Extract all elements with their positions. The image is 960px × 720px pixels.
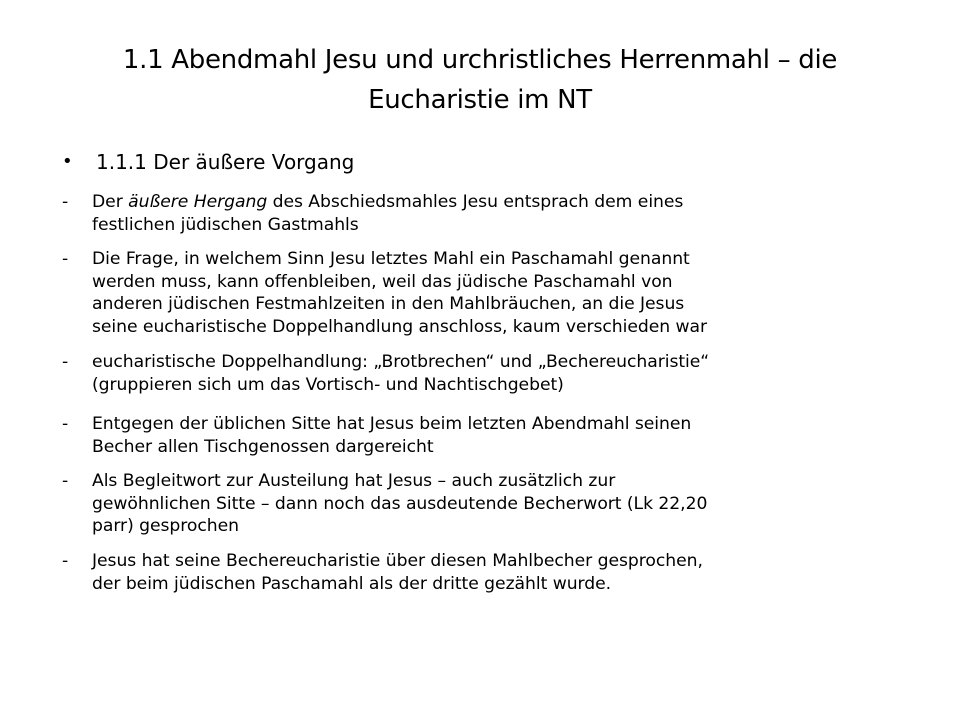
list-item-3 <box>62 351 902 396</box>
list-item-3-line-1: eucharistische Doppelhandlung: „Brotbrechen“ und „Bechereucharistie“ <box>92 352 710 372</box>
bullet-marker: • <box>62 151 73 172</box>
bullet-heading-text: 1.1.1 Der äußere Vorgang <box>96 150 355 174</box>
list-item-6 <box>62 550 902 595</box>
list-item-5-line-2: gewöhnlichen Sitte – dann noch das ausdeutende Becherwort (Lk 22,20 <box>92 493 708 514</box>
list-item-1 <box>62 191 902 236</box>
list-item-1-text-pre: Der <box>92 192 129 212</box>
list-item-4 <box>62 413 902 458</box>
list-item-6-line-1: Jesus hat seine Bechereucharistie über diesen Mahlbecher gesprochen, <box>92 551 703 571</box>
list-item-1-text-post: des Abschiedsmahles Jesu entsprach dem eines <box>267 192 684 212</box>
list-item-2 <box>62 248 902 338</box>
dash-marker: - <box>62 192 69 212</box>
list-item-3-line-2: (gruppieren sich um das Vortisch- und Nachtischgebet) <box>92 374 564 395</box>
slide-title-line-1: 1.1 Abendmahl Jesu und urchristliches Herrenmahl – die <box>122 45 838 75</box>
dash-marker: - <box>62 414 69 434</box>
list-item-4-line-1: Entgegen der üblichen Sitte hat Jesus beim letzten Abendmahl seinen <box>92 414 692 434</box>
list-item-1-emphasis: äußere Hergang <box>128 192 268 212</box>
dash-marker: - <box>62 471 69 491</box>
list-item-2-line-4: seine eucharistische Doppelhandlung anschloss, kaum verschieden war <box>92 316 708 337</box>
dash-marker: - <box>62 551 69 571</box>
dash-marker: - <box>62 249 69 269</box>
list-item-1-line-1 <box>62 191 902 214</box>
list-item-2-line-2: werden muss, kann offenbleiben, weil das jüdische Paschamahl von <box>92 271 673 292</box>
list-item-5 <box>62 470 902 538</box>
slide-title-line-2: Eucharistie im NT <box>368 85 592 115</box>
dash-marker: - <box>62 352 69 372</box>
list-item-5-line-3: parr) gesprochen <box>92 516 240 536</box>
list-item-2-line-1: Die Frage, in welchem Sinn Jesu letztes Mahl ein Paschamahl genannt <box>92 249 690 269</box>
list-item-2-line-3: anderen jüdischen Festmahlzeiten in den Mahlbräuchen, an die Jesus <box>92 294 685 314</box>
list-item-4-line-2: Becher allen Tischgenossen dargereicht <box>92 436 434 457</box>
list-item-1-line-2: festlichen jüdischen Gastmahls <box>92 214 359 235</box>
list-item-5-line-1: Als Begleitwort zur Austeilung hat Jesus – auch zusätzlich zur <box>92 471 616 491</box>
list-item-6-line-2: der beim jüdischen Paschamahl als der dritte gezählt wurde. <box>92 573 612 594</box>
